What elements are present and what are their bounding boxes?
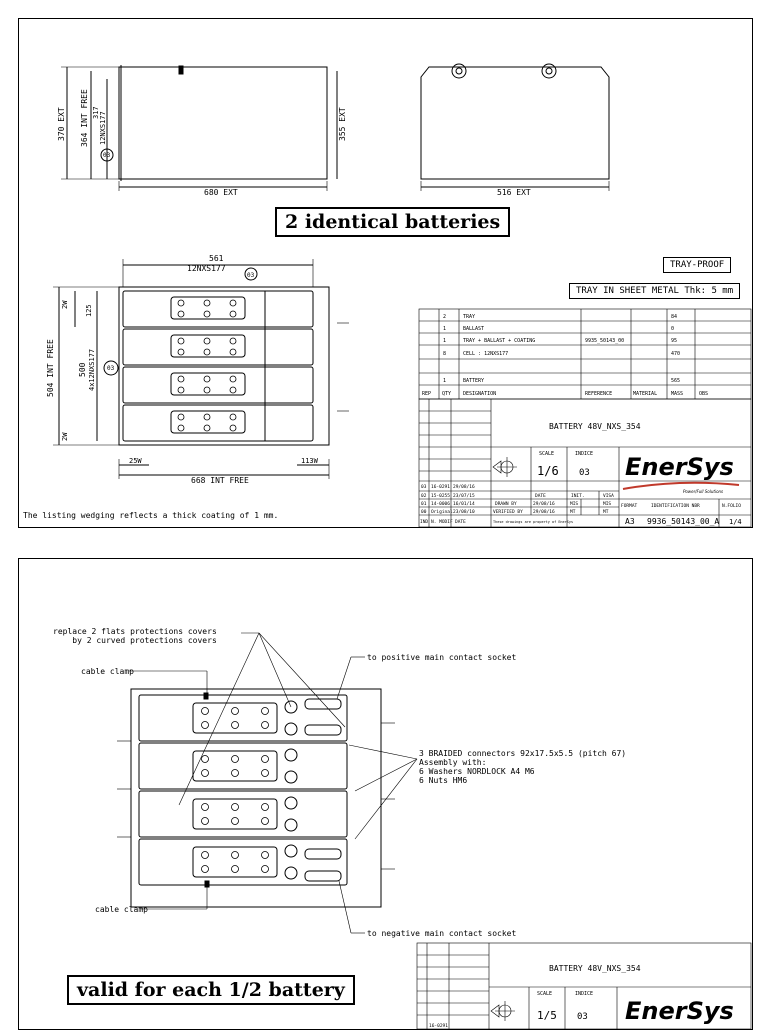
ref-03-side: 03 — [103, 152, 111, 159]
bom-row-6-mass: 565 — [671, 378, 681, 384]
dim-364-int-free: 364 INT FREE — [80, 89, 89, 147]
bom-row-3-qty: 1 — [443, 338, 447, 344]
assembly-cell-1 — [139, 695, 347, 741]
dim-2w-bottom: 2W — [61, 432, 69, 441]
bom-header-rep: REP — [422, 391, 432, 397]
bom-row-2-mass: 0 — [671, 326, 675, 332]
braided-connectors-callout: 3 BRAIDED connectors 92x17.5x5.5 (pitch 67) Assembly with: 6 Washers NORDLOCK A4 M6 6 Nuts HM6 — [419, 749, 627, 785]
tb1-drawn-date: 29/08/16 — [533, 502, 555, 507]
dim-516-ext: 516 EXT — [497, 188, 531, 197]
bom-row-6-qty: 1 — [443, 378, 447, 384]
bom-header-designation: DESIGNATION — [463, 391, 497, 397]
dim-561: 561 — [209, 254, 224, 263]
bom-header-obs: OBS — [699, 391, 709, 397]
tb1-verified-init: MT — [570, 510, 576, 515]
dim-500: 500 — [78, 362, 87, 377]
drawing-sheet-2 — [18, 558, 753, 1030]
tb1-drawn-init: MIS — [570, 502, 579, 507]
tb2-index-label: INDICE — [575, 991, 594, 997]
rev-header-index: IND — [420, 520, 429, 525]
tb1-property-note: These drawings are property of EnerSys — [493, 520, 574, 524]
cell-1 — [123, 291, 313, 327]
end-view — [421, 64, 609, 191]
rev-00-date: 23/08/10 — [453, 510, 475, 515]
bom-row-1-qty: 2 — [443, 314, 447, 320]
tb1-ident-label: IDENTIFICATION NBR — [651, 504, 700, 509]
dim-355-ext: 355 EXT — [338, 107, 347, 141]
rev-03-no: 16-0291 — [431, 485, 450, 490]
tb2-brand-logo: EnerSys — [625, 997, 734, 1025]
rev-01-no: 14-0006 — [431, 502, 450, 507]
tb1-ident: 9936_50143_00_A — [647, 517, 720, 526]
cell-4 — [123, 405, 313, 441]
cell-3 — [123, 367, 313, 403]
tb1-format-label: FORMAT — [621, 504, 638, 509]
cable-clamp-bottom-callout: cable clamp — [95, 905, 148, 914]
tb1-folio-label: N.FOLIO — [722, 504, 741, 509]
dim-561-label: 12NXS177 — [187, 264, 226, 273]
rev-header-no: N. MODIF — [431, 520, 453, 525]
bom-row-4-designation: CELL : 12NXS177 — [463, 351, 509, 357]
tb2-rev-no: 16-0291 — [429, 1024, 448, 1029]
assembly-terminals — [202, 708, 269, 873]
bom-row-3-designation: TRAY + BALLAST + COATING — [463, 338, 536, 344]
ref-03-top: 03 — [247, 272, 255, 279]
positive-socket-callout: to positive main contact socket — [367, 653, 517, 662]
tb2-scale: 1/5 — [537, 1009, 557, 1022]
rev-02-no: 15-0255 — [431, 494, 450, 499]
sheet-1-drawing — [19, 19, 752, 527]
end-view-outline — [421, 67, 609, 179]
rev-00-index: 00 — [421, 510, 427, 515]
assembly-tray — [131, 689, 381, 907]
half-battery-banner: valid for each 1/2 battery — [67, 975, 355, 1005]
tb1-verified-date: 29/08/16 — [533, 510, 555, 515]
rev-03-date: 29/08/16 — [453, 485, 475, 490]
side-view-outline — [119, 67, 327, 179]
tb1-scale-label: SCALE — [539, 451, 555, 457]
rev-01-index: 01 — [421, 502, 427, 507]
bom-row-3-mass: 95 — [671, 338, 678, 344]
cell-2 — [123, 329, 313, 365]
bom-row-4-qty: 8 — [443, 351, 447, 357]
dim-317: 317 — [92, 106, 100, 119]
tb1-folio: 1/4 — [729, 518, 742, 526]
rev-header-date: DATE — [455, 520, 466, 525]
tray-material-label: TRAY IN SHEET METAL Thk: 5 mm — [569, 283, 740, 299]
tb1-verified-by: VERIFIED BY — [493, 510, 523, 515]
tb1-brand-logo: EnerSys — [625, 453, 734, 481]
tb1-drawn-by: DRAWN BY — [495, 502, 517, 507]
bom-row-3-reference: 9935_50143_00 — [585, 338, 625, 344]
bom-row-2-designation: BALLAST — [463, 326, 485, 332]
coating-footnote: The listing wedging reflects a thick coating of 1 mm. — [23, 511, 279, 520]
assembly-view — [117, 689, 395, 907]
tb1-index: 03 — [579, 468, 590, 478]
bom-row-2-qty: 1 — [443, 326, 447, 332]
bom-header-mass: MASS — [671, 391, 684, 397]
ref-03-mid: 03 — [107, 365, 115, 372]
tb1-visa-label: VISA — [603, 494, 614, 499]
rev-00-no: Original — [431, 510, 453, 515]
dim-2w-top: 2W — [61, 300, 69, 309]
tb1-format: A3 — [625, 517, 635, 526]
tb1-verified-visa: MT — [603, 510, 609, 515]
negative-socket-callout: to negative main contact socket — [367, 929, 517, 938]
bom-row-6-designation: BATTERY — [463, 378, 485, 384]
tb1-index-label: INDICE — [575, 451, 594, 457]
dim-668-int-free: 668 INT FREE — [191, 476, 249, 485]
drawing-sheet-1 — [18, 18, 753, 528]
assembly-cell-2 — [139, 743, 347, 789]
tb1-drawn-visa: MIS — [603, 502, 612, 507]
bom-header-reference: REFERENCE — [585, 391, 613, 397]
bom-header-material: MATERIAL — [633, 391, 658, 397]
dim-113w: 113W — [301, 457, 318, 465]
dim-317-label: 12NXS177 — [99, 111, 107, 145]
bom-row-1-mass: 84 — [671, 314, 678, 320]
rev-02-index: 02 — [421, 494, 427, 499]
assembly-cell-4 — [139, 839, 347, 885]
bom-row-4-mass: 470 — [671, 351, 681, 357]
bom-row-1-designation: TRAY — [463, 314, 476, 320]
tb1-init-label: INIT. — [571, 494, 585, 499]
dim-500-label: 4x12NXS177 — [88, 348, 96, 391]
dim-125: 125 — [85, 304, 93, 317]
tb1-date-label: DATE — [535, 494, 546, 499]
rev-02-date: 23/07/15 — [453, 494, 475, 499]
tb2-scale-label: SCALE — [537, 991, 553, 997]
dim-504-int-free: 504 INT FREE — [46, 339, 55, 397]
dim-25w: 25W — [129, 457, 142, 465]
top-view-tray — [119, 287, 329, 445]
rev-01-date: 16/01/14 — [453, 502, 475, 507]
dim-370-ext: 370 EXT — [57, 107, 66, 141]
tray-proof-label: TRAY-PROOF — [663, 257, 731, 273]
callout-leaders — [129, 633, 417, 933]
tb2-index: 03 — [577, 1012, 588, 1022]
tb1-brand-tagline: Power/Full Solutions — [683, 489, 724, 494]
tb1-scale: 1/6 — [537, 464, 559, 478]
cable-clamp-top-callout: cable clamp — [81, 667, 134, 676]
assembly-cell-3 — [139, 791, 347, 837]
replace-covers-callout: replace 2 flats protections covers by 2 curved protections covers — [53, 627, 217, 645]
identical-batteries-banner: 2 identical batteries — [275, 207, 510, 237]
top-view — [53, 259, 349, 479]
tb2-title: BATTERY 48V_NXS_354 — [549, 964, 641, 973]
rev-03-index: 03 — [421, 485, 427, 490]
tb1-title: BATTERY 48V_NXS_354 — [549, 422, 641, 431]
dim-680-ext: 680 EXT — [204, 188, 238, 197]
bom-header-qty: QTY — [442, 391, 452, 397]
